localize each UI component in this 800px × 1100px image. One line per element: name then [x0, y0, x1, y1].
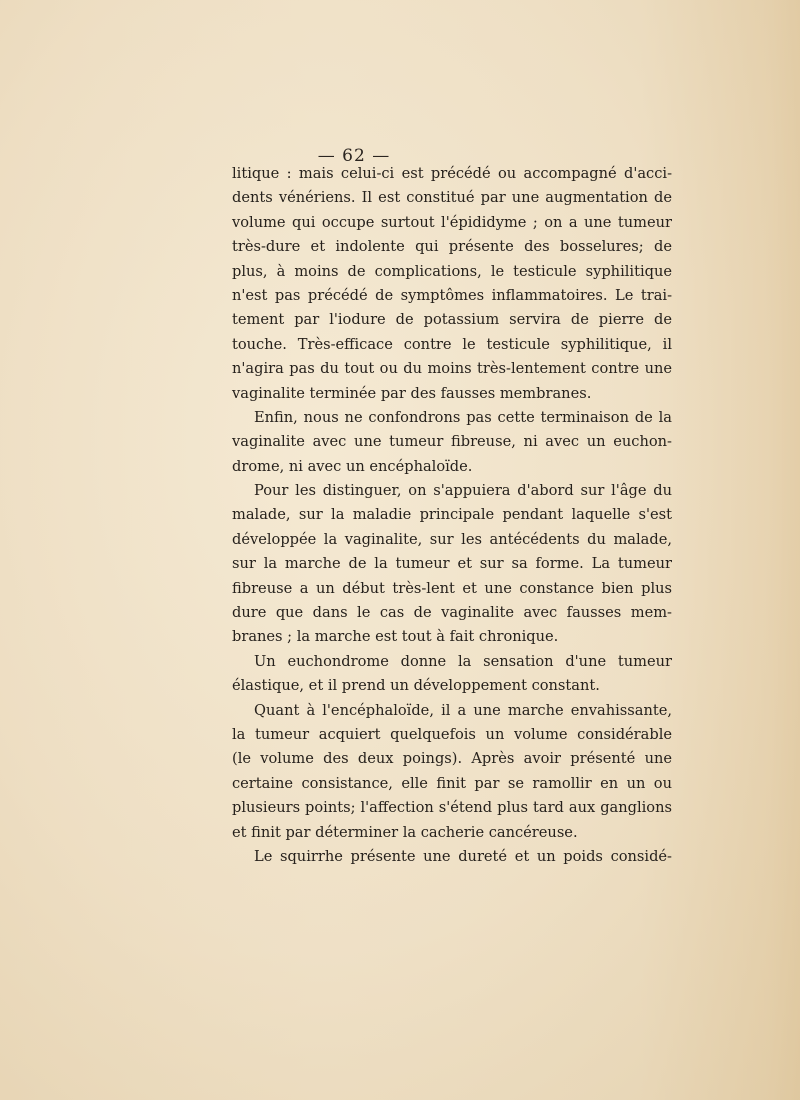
text-line: Pour les distinguer, on s'appuiera d'abord sur l'âge du	[254, 482, 672, 500]
page-number: — 62 —	[317, 146, 391, 166]
text-line: volume qui occupe surtout l'épididyme ; on a une tumeur	[232, 213, 672, 231]
text-line: n'est pas précédé de symptômes inflammatoires. Le trai-	[232, 286, 672, 304]
text-line: n'agira pas du tout ou du moins très-lentement contre une	[232, 360, 672, 378]
paragraph	[232, 406, 672, 479]
paragraph	[232, 845, 672, 869]
text-line: tement par l'iodure de potassium servira de pierre de	[232, 311, 672, 329]
paragraph	[232, 699, 672, 845]
text-line: drome, ni avec un encéphaloïde.	[232, 457, 473, 475]
text-line: vaginalite avec une tumeur fibreuse, ni avec un euchon-	[232, 433, 672, 451]
text-line: Un euchondrome donne la sensation d'une tumeur	[254, 652, 672, 670]
text-line: branes ; la marche est tout à fait chronique.	[232, 628, 559, 646]
text-line: fibreuse a un début très-lent et une constance bien plus	[232, 579, 672, 597]
text-line: et finit par déterminer la cacherie cancéreuse.	[232, 823, 578, 841]
text-line: plus, à moins de complications, le testicule syphilitique	[232, 262, 672, 280]
body-text	[232, 162, 672, 869]
paragraph	[232, 162, 672, 406]
text-line: touche. Très-efficace contre le testicule syphilitique, il	[232, 335, 672, 353]
text-line: malade, sur la maladie principale pendant laquelle s'est	[232, 506, 672, 524]
text-line: très-dure et indolente qui présente des bosselures; de	[232, 238, 672, 256]
text-line: Enfin, nous ne confondrons pas cette terminaison de la	[254, 408, 672, 426]
text-line: dure que dans le cas de vaginalite avec fausses mem-	[232, 604, 672, 622]
text-line: vaginalite terminée par des fausses membranes.	[232, 384, 592, 402]
text-line: sur la marche de la tumeur et sur sa forme. La tumeur	[232, 555, 672, 573]
text-line: dents vénériens. Il est constitué par une augmentation de	[232, 189, 672, 207]
text-line: Le squirrhe présente une dureté et un poids considé-	[254, 847, 672, 865]
text-line: la tumeur acquiert quelquefois un volume considérable	[232, 725, 672, 743]
paragraph	[232, 479, 672, 650]
text-line: certaine consistance, elle finit par se ramollir en un ou	[232, 774, 672, 792]
text-line: élastique, et il prend un développement constant.	[232, 677, 600, 695]
paragraph	[232, 650, 672, 699]
text-line: litique : mais celui-ci est précédé ou accompagné d'acci-	[232, 165, 672, 182]
text-line: (le volume des deux poings). Après avoir présenté une	[232, 750, 672, 768]
text-line: plusieurs points; l'affection s'étend plus tard aux ganglions	[232, 799, 672, 817]
text-line: développée la vaginalite, sur les antécédents du malade,	[232, 530, 672, 548]
text-line: Quant à l'encéphaloïde, il a une marche envahissante,	[254, 701, 672, 719]
